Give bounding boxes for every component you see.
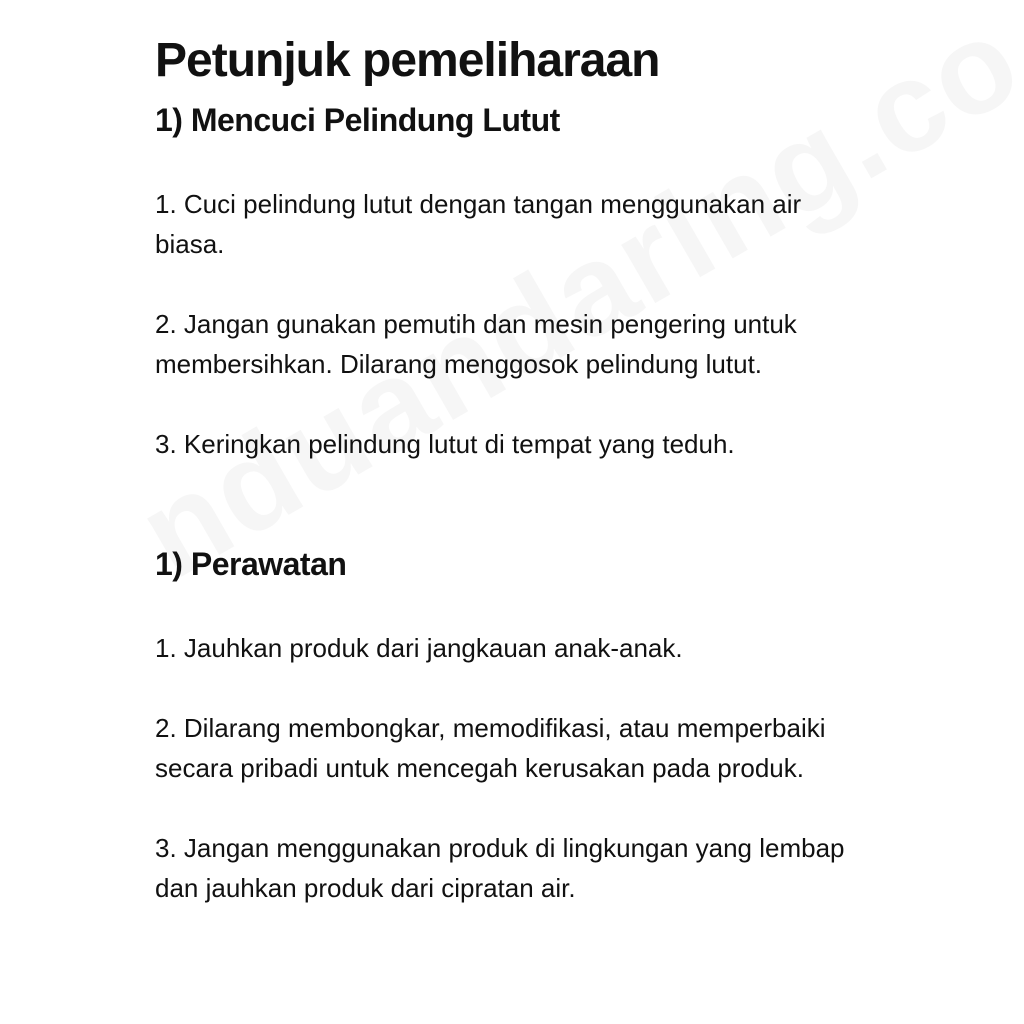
- care-instructions-list: [155, 628, 875, 908]
- list-item: 1. Cuci pelindung lutut dengan tangan menggunakan air biasa.: [155, 189, 802, 259]
- list-item: 2. Dilarang membongkar, memodifikasi, atau memperbaiki secara pribadi untuk mencegah kerusakan pada produk.: [155, 713, 826, 783]
- document-content: [155, 28, 875, 908]
- list-item: 1. Jauhkan produk dari jangkauan anak-anak.: [155, 633, 683, 663]
- page-title: Petunjuk pemeliharaan: [155, 34, 660, 87]
- section-heading-care: 1) Perawatan: [155, 546, 347, 582]
- washing-instructions-list: [155, 184, 875, 464]
- list-item: 3. Jangan menggunakan produk di lingkungan yang lembap dan jauhkan produk dari cipratan air.: [155, 833, 845, 903]
- section-heading-washing: 1) Mencuci Pelindung Lutut: [155, 102, 560, 138]
- list-item: 2. Jangan gunakan pemutih dan mesin pengering untuk membersihkan. Dilarang menggosok pelindung lutut.: [155, 309, 797, 379]
- list-item: 3. Keringkan pelindung lutut di tempat yang teduh.: [155, 429, 735, 459]
